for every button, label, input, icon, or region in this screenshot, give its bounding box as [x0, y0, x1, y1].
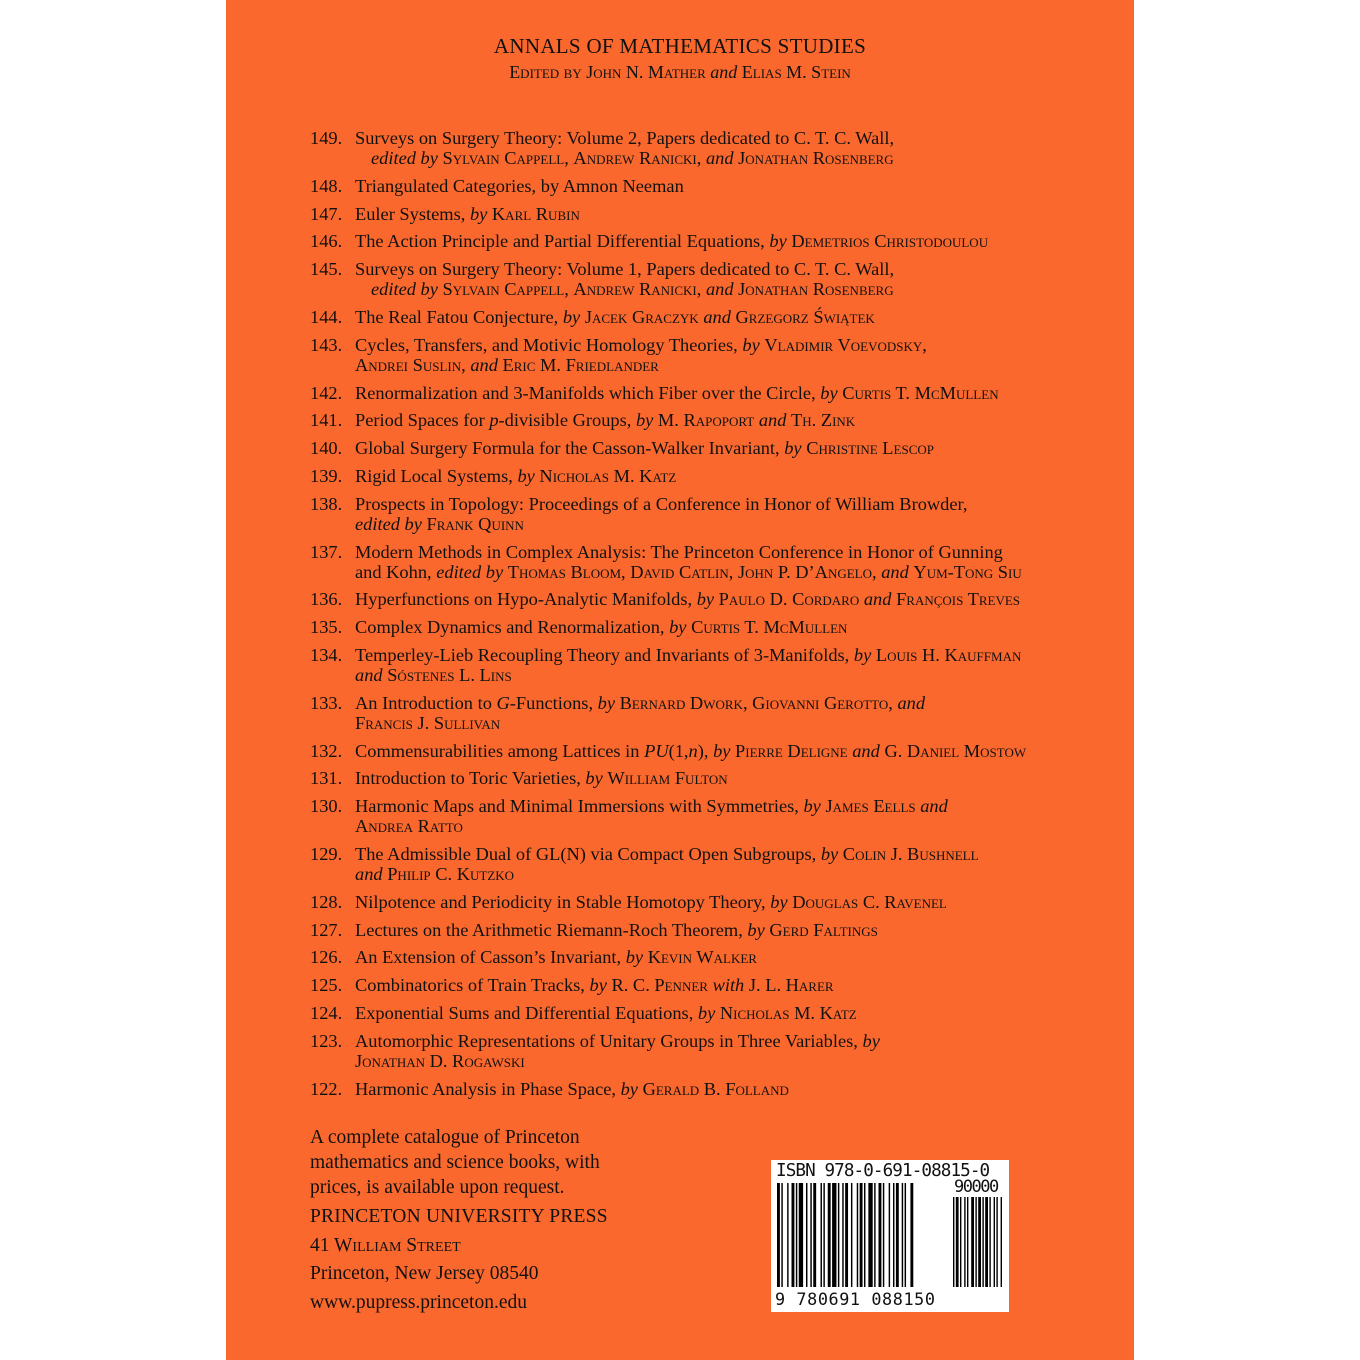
book-number: 131. [310, 768, 343, 789]
book-entry [310, 1031, 1110, 1071]
book-entry [310, 920, 1110, 940]
isbn-label: ISBN 978-0-691-08815-0 [776, 1161, 990, 1181]
book-text: David Catlin [630, 561, 729, 582]
editor-name: John N. Mather [586, 62, 706, 82]
book-text: John P. D’Angelo [737, 561, 873, 582]
publisher-street: 41 William Street [310, 1234, 461, 1256]
book-number: 147. [310, 203, 343, 224]
book-line [355, 514, 1110, 534]
book-entry [310, 204, 1110, 224]
book-text: Demetrios Christodoulou [791, 231, 989, 252]
book-text: Rigid Local Systems, [355, 465, 518, 486]
book-text: , [564, 279, 574, 300]
book-text: Grzegorz Świątek [735, 306, 875, 327]
book-text: Curtis T. McMullen [842, 382, 999, 403]
book-text: G. Daniel Mostow [884, 740, 1027, 761]
book-text: Curtis T. McMullen [691, 617, 848, 638]
book-line [355, 204, 580, 224]
book-text: Nicholas M. Katz [539, 465, 677, 486]
book-line [355, 796, 948, 816]
book-entry [310, 892, 1110, 912]
barcode-bar [893, 1183, 894, 1287]
book-text: R. C. Penner [611, 975, 708, 996]
book-text: Prospects in Topology: Proceedings of a Conference in Honor of William Browder, [355, 493, 968, 514]
book-line [355, 947, 757, 967]
book-text: by [625, 947, 644, 968]
book-line [355, 665, 1110, 685]
book-number: 136. [310, 589, 343, 610]
book-text: by [747, 919, 765, 940]
book-entry [310, 494, 1110, 534]
book-line [355, 494, 968, 514]
book-text: An Introduction to [355, 692, 497, 713]
book-text: by [696, 589, 715, 610]
catalogue-line: A complete catalogue of Princeton [310, 1127, 580, 1148]
book-text: by [597, 692, 616, 713]
book-text: by [669, 617, 687, 638]
book-text: Triangulated Categories, by Amnon Neeman [355, 175, 684, 196]
book-text: Euler Systems, [355, 203, 470, 224]
book-text: and [852, 740, 880, 761]
book-line [355, 410, 855, 430]
barcode-bar [799, 1183, 803, 1287]
barcode-bar [989, 1197, 990, 1287]
ean-digits: 9 780691 088150 [775, 1289, 936, 1309]
book-entry [310, 466, 1110, 486]
barcode-bar [975, 1197, 976, 1287]
book-text: William Fulton [607, 768, 728, 789]
book-text: , [621, 561, 631, 582]
barcode-bar [994, 1197, 995, 1287]
book-text: , [696, 148, 706, 168]
barcode-bar [828, 1183, 831, 1287]
book-list [310, 128, 1110, 1106]
book-number: 138. [310, 493, 343, 514]
book-text: Harmonic Maps and Minimal Immersions with Symmetries, [355, 796, 804, 817]
book-text: -Functions, [509, 692, 598, 713]
book-text: An Extension of Casson’s Invariant, [355, 947, 626, 968]
price-code: 90000 [954, 1177, 998, 1197]
book-text: edited by [436, 561, 504, 582]
book-text: by [820, 382, 838, 403]
book-line [355, 335, 927, 355]
book-text: by [620, 1078, 638, 1099]
book-text: by [862, 1030, 880, 1051]
book-text: The Real Fatou Conjecture, [355, 306, 563, 327]
book-text: Surveys on Surgery Theory: Volume 1, Papers dedicated to C. T. C. Wall, [355, 259, 895, 280]
book-number: 148. [310, 175, 343, 196]
book-text: n [688, 740, 698, 761]
barcode-bar [956, 1197, 959, 1287]
book-text: edited by [371, 279, 438, 300]
publisher-address [310, 1203, 730, 1317]
barcode-bar [777, 1183, 780, 1287]
book-text: edited by [371, 148, 438, 168]
book-text: Lectures on the Arithmetic Riemann-Roch Theorem, [355, 919, 748, 940]
series-title: ANNALS OF MATHEMATICS STUDIES [493, 34, 867, 58]
catalogue-line: mathematics and science books, with [310, 1152, 600, 1173]
book-text: by [713, 740, 731, 761]
book-number: 146. [310, 231, 343, 252]
book-line [355, 466, 676, 486]
barcode-bar [860, 1183, 863, 1287]
book-text: Douglas C. Ravenel [792, 891, 947, 912]
book-text: , [696, 279, 706, 300]
book-line [355, 231, 988, 251]
barcode-bar [971, 1197, 974, 1287]
book-line [355, 645, 1021, 665]
book-number: 124. [310, 1002, 343, 1023]
book-text: by [770, 891, 788, 912]
book-line [355, 768, 728, 788]
book-text: Complex Dynamics and Renormalization, [355, 617, 670, 638]
barcode-bar [902, 1183, 903, 1287]
book-number: 145. [310, 259, 343, 280]
book-text: Jonathan Rosenberg [738, 279, 894, 300]
book-entry [310, 128, 1110, 168]
barcode-bar [982, 1197, 983, 1287]
book-entry [310, 741, 1110, 761]
book-text: by [469, 203, 488, 224]
book-number: 127. [310, 919, 343, 940]
barcode-bar [874, 1183, 875, 1287]
book-line [355, 864, 1110, 884]
barcode-bar [787, 1183, 788, 1287]
book-line [355, 713, 1110, 733]
book-line [355, 892, 947, 912]
barcode-bar [792, 1183, 795, 1287]
book-text: and [705, 279, 734, 300]
book-text: Nicholas M. Katz [719, 1002, 857, 1023]
barcode-bar [857, 1183, 858, 1287]
book-text: (1, [668, 740, 689, 761]
book-line [355, 816, 1110, 836]
book-text: Jacek Graczyk [584, 306, 699, 327]
barcode-bar [960, 1197, 961, 1287]
book-text: and [863, 589, 892, 610]
book-text: Francis J. Sullivan [355, 712, 501, 733]
book-text: M. Rapoport [657, 410, 755, 431]
barcode-bar [964, 1197, 965, 1287]
barcode-bar [967, 1197, 968, 1287]
book-text: by [517, 465, 535, 486]
book-text: François Treves [896, 589, 1021, 610]
book-text: , [564, 148, 574, 168]
book-text: Karl Rubin [491, 203, 580, 224]
book-text: Andrea Ratto [355, 816, 463, 837]
book-text: , [742, 692, 753, 713]
book-entry [310, 542, 1110, 582]
barcode-bar [781, 1183, 782, 1287]
book-text: Christine Lescop [806, 438, 934, 459]
barcode-bar [806, 1183, 807, 1287]
barcode-bar [953, 1197, 954, 1287]
book-text: by [769, 231, 787, 252]
book-line [355, 844, 979, 864]
book-text: Sóstenes L. Lins [387, 664, 512, 685]
book-line [355, 617, 847, 637]
book-text: by [635, 410, 654, 431]
book-text: Introduction to Toric Varieties, [355, 768, 586, 789]
book-text: -divisible Groups, [498, 410, 636, 431]
book-text: , [888, 692, 898, 713]
book-line [355, 1003, 857, 1023]
book-line [355, 438, 934, 458]
book-text: and [705, 148, 734, 168]
book-text: and Kohn, [355, 561, 437, 582]
book-text: Renormalization and 3-Manifolds which Fiber over the Circle, [355, 382, 821, 403]
book-text: Gerd Faltings [769, 919, 878, 940]
book-text: Jonathan Rosenberg [738, 148, 894, 168]
barcode-bar [868, 1183, 872, 1287]
editors-and: and [710, 62, 738, 82]
book-text: Frank Quinn [426, 513, 524, 534]
book-line [355, 148, 1110, 168]
book-number: 137. [310, 541, 343, 562]
book-text: and [758, 410, 787, 431]
barcode-bar [821, 1183, 822, 1287]
book-text: and [470, 354, 498, 375]
book-number: 135. [310, 617, 343, 638]
book-number: 126. [310, 947, 343, 968]
book-text: by [784, 438, 802, 459]
book-text: p [489, 410, 499, 431]
book-text: and [703, 306, 731, 327]
book-text: Modern Methods in Complex Analysis: The Princeton Conference in Honor of Gunning [355, 541, 1003, 562]
book-text: The Admissible Dual of GL(N) via Compact Open Subgroups, [355, 843, 821, 864]
book-text: Surveys on Surgery Theory: Volume 2, Papers dedicated to C. T. C. Wall, [355, 128, 895, 148]
book-text: G [496, 692, 510, 713]
book-entry [310, 438, 1110, 458]
barcode-bar [1001, 1197, 1002, 1287]
book-text: ), [697, 740, 714, 761]
book-text: , [872, 561, 882, 582]
book-text: by [742, 334, 760, 355]
book-number: 129. [310, 843, 343, 864]
book-text: and [355, 664, 383, 685]
book-number: 123. [310, 1030, 343, 1051]
book-text: edited by [355, 513, 422, 534]
catalogue-line: prices, is available upon request. [310, 1177, 565, 1198]
book-text: Andrew Ranicki [573, 148, 697, 168]
catalogue-notice [310, 1125, 710, 1200]
book-text: Sylvain Cappell [442, 148, 565, 168]
book-text: Yum-Tong Siu [913, 561, 1022, 582]
book-entry [310, 176, 1110, 196]
book-entry [310, 693, 1110, 733]
book-text: Nilpotence and Periodicity in Stable Homotopy Theory, [355, 891, 771, 912]
book-text: Cycles, Transfers, and Motivic Homology Theories, [355, 334, 743, 355]
series-editors [226, 62, 1134, 83]
book-text: and [881, 561, 909, 582]
book-text: Giovanni Gerotto [752, 692, 889, 713]
book-text: Vladimir Voevodsky [764, 334, 923, 355]
book-number: 142. [310, 382, 343, 403]
back-cover [226, 0, 1134, 1360]
edited-by-label: Edited by [509, 62, 582, 82]
book-entry [310, 617, 1110, 637]
book-text: by [589, 975, 607, 996]
barcode-bar [889, 1183, 890, 1287]
book-entry [310, 383, 1110, 403]
book-line [355, 383, 999, 403]
book-text: Harmonic Analysis in Phase Space, [355, 1078, 621, 1099]
book-number: 125. [310, 975, 343, 996]
series-header [226, 34, 1134, 83]
book-number: 122. [310, 1078, 343, 1099]
book-line [355, 975, 834, 995]
book-line [355, 259, 894, 279]
book-line [355, 589, 1020, 609]
book-text: The Action Principle and Partial Differential Equations, [355, 231, 770, 252]
book-line [355, 355, 1110, 375]
book-entry [310, 975, 1110, 995]
book-entry [310, 768, 1110, 788]
barcode-bar [864, 1183, 865, 1287]
book-entry [310, 1079, 1110, 1099]
book-text: by [585, 768, 603, 789]
book-number: 128. [310, 891, 343, 912]
book-entry [310, 947, 1110, 967]
book-number: 134. [310, 644, 343, 665]
book-line [355, 1051, 1110, 1071]
isbn-barcode [771, 1160, 1009, 1312]
book-text: Exponential Sums and Differential Equations, [355, 1002, 698, 1023]
book-number: 149. [310, 128, 343, 148]
book-entry [310, 307, 1110, 327]
book-line [355, 307, 875, 327]
book-text: James Eells [825, 796, 916, 817]
book-line [355, 1031, 880, 1051]
book-text: Hyperfunctions on Hypo-Analytic Manifolds, [355, 589, 697, 610]
barcode-bar [823, 1183, 824, 1287]
publisher-url: www.pupress.princeton.edu [310, 1291, 527, 1313]
book-text: Colin J. Bushnell [842, 843, 979, 864]
book-entry [310, 335, 1110, 375]
book-text: by [562, 306, 581, 327]
book-line [355, 562, 1110, 582]
book-text: , [461, 354, 471, 375]
publisher-city: Princeton, New Jersey 08540 [310, 1263, 539, 1284]
barcode-bar [996, 1197, 997, 1287]
barcode-bar [832, 1183, 836, 1287]
book-number: 130. [310, 796, 343, 817]
barcode-bar [905, 1183, 906, 1287]
barcode-bar [813, 1183, 816, 1287]
book-number: 139. [310, 465, 343, 486]
barcode-bar [883, 1183, 884, 1287]
book-entry [310, 645, 1110, 685]
book-line [355, 1079, 789, 1099]
book-text: Kevin Walker [647, 947, 757, 968]
book-number: 133. [310, 692, 343, 713]
book-text: Jonathan D. Rogawski [355, 1050, 525, 1071]
book-text: Andrei Suslin [355, 354, 462, 375]
book-text: with [712, 975, 745, 996]
barcode-bar [896, 1183, 899, 1287]
book-text: Gerald B. Folland [642, 1078, 789, 1099]
book-number: 140. [310, 438, 343, 459]
book-text: Paulo D. Cordaro [718, 589, 860, 610]
book-text: Andrew Ranicki [573, 279, 697, 300]
book-text: Sylvain Cappell [442, 279, 565, 300]
publisher-name: PRINCETON UNIVERSITY PRESS [310, 1206, 608, 1227]
book-text: Combinatorics of Train Tracks, [355, 975, 590, 996]
barcode-bar [845, 1183, 848, 1287]
book-number: 143. [310, 334, 343, 355]
barcode-bar [910, 1183, 913, 1287]
book-number: 132. [310, 740, 343, 761]
book-text: Temperley-Lieb Recoupling Theory and Invariants of 3-Manifolds, [355, 644, 854, 665]
book-text: by [803, 796, 821, 817]
barcode-bar [842, 1183, 843, 1287]
book-text: , [728, 561, 738, 582]
book-text: Th. Zink [791, 410, 856, 431]
book-line [355, 279, 1110, 299]
book-text: by [697, 1002, 716, 1023]
book-line [355, 920, 878, 940]
book-text: Period Spaces for [355, 410, 490, 431]
book-text: Louis H. Kauffman [875, 644, 1022, 665]
book-text: by [820, 843, 839, 864]
book-text: and [920, 796, 948, 817]
book-entry [310, 231, 1110, 251]
book-number: 144. [310, 306, 343, 327]
book-line [355, 542, 1003, 562]
book-entry [310, 844, 1110, 884]
book-text: J. L. Harer [748, 975, 834, 996]
book-text: and [355, 863, 383, 884]
book-text: Eric M. Friedlander [502, 354, 659, 375]
book-line [355, 741, 1026, 761]
book-entry [310, 796, 1110, 836]
book-text: Global Surgery Formula for the Casson-Walker Invariant, [355, 438, 785, 459]
book-text: by [853, 644, 872, 665]
book-text: PU [644, 740, 669, 761]
book-line [355, 693, 925, 713]
book-entry [310, 410, 1110, 430]
book-line [355, 176, 684, 196]
barcode-bar [810, 1183, 811, 1287]
book-line [355, 128, 894, 148]
book-entry [310, 259, 1110, 299]
book-text: Thomas Bloom [507, 561, 622, 582]
book-text: Philip C. Kutzko [387, 863, 515, 884]
barcode-bar [838, 1183, 839, 1287]
barcode-bar [879, 1183, 882, 1287]
book-text: Commensurabilities among Lattices in [355, 740, 645, 761]
barcode-bar [796, 1183, 797, 1287]
book-text: Bernard Dwork [619, 692, 743, 713]
barcode-bar [978, 1197, 981, 1287]
barcode-bar [985, 1197, 988, 1287]
book-text: Pierre Deligne [735, 740, 848, 761]
book-entry [310, 589, 1110, 609]
editor-name: Elias M. Stein [741, 62, 851, 82]
book-text: , [922, 334, 927, 355]
book-text: Automorphic Representations of Unitary Groups in Three Variables, [355, 1030, 863, 1051]
barcode-bar [851, 1183, 852, 1287]
book-number: 141. [310, 410, 343, 431]
book-entry [310, 1003, 1110, 1023]
book-text: and [897, 692, 926, 713]
